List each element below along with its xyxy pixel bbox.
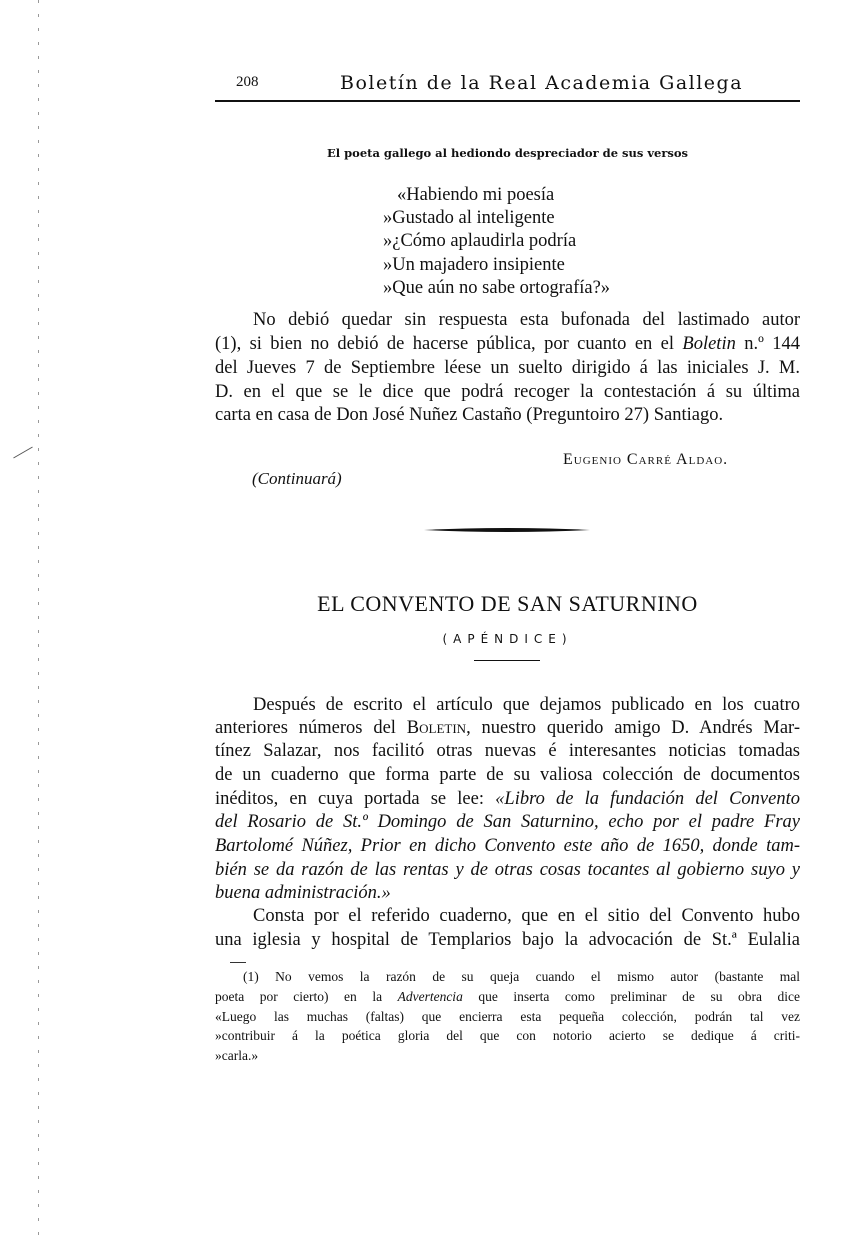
footnote-line: »carla.» xyxy=(215,1048,259,1063)
scan-margin-line xyxy=(38,0,39,1241)
footnote-line: «Luego las muchas (faltas) que encierra esta pequeña colección, podrán tal vez xyxy=(215,1009,800,1024)
text-line: D. en el que se le dice que podrá recoger la contestación á su última xyxy=(215,382,800,402)
article-subtitle: (APÉNDICE) xyxy=(442,632,573,646)
text-line: anteriores números del Boletin, nuestro querido amigo D. Andrés Mar- xyxy=(215,718,800,738)
page-number: 208 xyxy=(236,74,259,90)
footnote-line: (1) No vemos la razón de su queja cuando el mismo autor (bastante mal xyxy=(243,969,800,984)
text-line: una iglesia y hospital de Templarios bajo la advocación de St.ª Eulalia xyxy=(215,930,800,950)
scan-mark xyxy=(13,447,33,459)
footnote-line: »contribuir á la poética gloria del que con notorio acierto se dedique á criti- xyxy=(215,1028,800,1043)
text-line: buena administración.» xyxy=(215,883,391,903)
poem-line: »Gustado al inteligente xyxy=(383,208,555,228)
text-line: Después de escrito el artículo que dejamos publicado en los cuatro xyxy=(253,695,800,715)
article-title: EL CONVENTO DE SAN SATURNINO xyxy=(317,591,698,616)
subtitle-rule xyxy=(474,660,540,661)
text-line: del Rosario de St.º Domingo de San Saturnino, echo por el padre Fray xyxy=(215,812,800,832)
header-rule xyxy=(215,100,800,102)
text-line: tínez Salazar, nos facilitó otras nuevas é interesantes noticias tomadas xyxy=(215,741,800,761)
author-signature: Eugenio Carré Aldao. xyxy=(563,451,729,468)
poem-line: «Habiendo mi poesía xyxy=(397,185,555,205)
text-line: carta en casa de Don José Nuñez Castaño (Preguntoiro 27) Santiago. xyxy=(215,405,724,425)
text-line: bién se da razón de las rentas y de otras cosas tocantes al gobierno suyo y xyxy=(215,860,800,880)
footnote-line: poeta por cierto) en la Advertencia que inserta como preliminar de su obra dice xyxy=(215,989,800,1004)
text-line: Consta por el referido cuaderno, que en el sitio del Convento hubo xyxy=(253,906,800,926)
text-line: de un cuaderno que forma parte de su valiosa colección de documentos xyxy=(215,765,800,785)
text-line: (1), si bien no debió de hacerse pública, por cuanto en el Boletin n.º 144 xyxy=(215,334,800,354)
footnote-rule xyxy=(230,962,246,963)
poem-line: »Un majadero insipiente xyxy=(383,255,565,275)
journal-title: Boletín de la Real Academia Gallega xyxy=(340,72,744,94)
text-line: Bartolomé Núñez, Prior en dicho Convento este año de 1650, donde tam- xyxy=(215,836,800,856)
text-line: No debió quedar sin respuesta esta bufonada del lastimado autor xyxy=(253,310,800,330)
poem-heading: El poeta gallego al hediondo despreciador de sus versos xyxy=(326,146,689,160)
continued-note: (Continuará) xyxy=(252,469,342,488)
text-line: inéditos, en cuya portada se lee: «Libro de la fundación del Convento xyxy=(215,789,800,809)
poem-line: »Que aún no sabe ortografía?» xyxy=(383,278,611,298)
poem-line: »¿Cómo aplaudirla podría xyxy=(383,231,577,251)
decorative-rule xyxy=(422,524,592,536)
text-line: del Jueves 7 de Septiembre léese un suelto dirigido á las iniciales J. M. xyxy=(215,358,800,378)
